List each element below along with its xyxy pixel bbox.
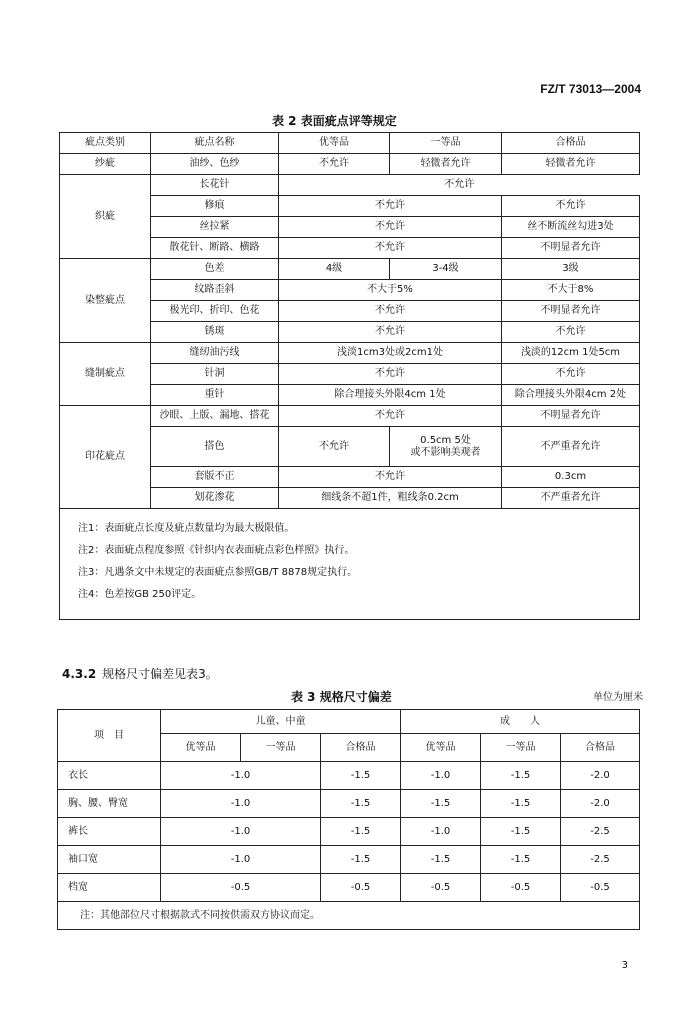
header-cell: 疵点名称 [151,133,279,154]
grade-cell: 4级 [279,259,390,280]
grade-cell: 不允许 [279,301,502,322]
value-cell: -0.5 [401,874,481,902]
grade-cell: 轻微者允许 [502,154,640,175]
header-cell: 合格品 [502,133,640,154]
grade-cell: 不大于8% [502,280,640,301]
grade-cell: 丝不断流丝勾进3处 [502,217,640,238]
value-cell: -1.5 [481,846,561,874]
merged-grade: 不允许 [444,179,475,190]
grade-line: 0.5cm 5处 [420,434,471,446]
value-cell: -2.0 [561,790,640,818]
grade-cell: 不明显者允许 [502,406,640,427]
table3-unit: 单位为厘米 [593,692,643,703]
value-cell: -0.5 [321,874,401,902]
grade-cell: 不大于5% [279,280,502,301]
table-row [60,175,640,196]
grade-cell: 不允许 [279,154,390,175]
value-cell: -1.0 [401,818,481,846]
category-cell: 印花疵点 [60,406,151,509]
defect-name-cell: 锈斑 [151,322,279,343]
value-cell: -1.0 [161,790,321,818]
section-number: 4.3.2 [62,667,97,681]
table3 [57,709,640,930]
grade-cell: 不明显者允许 [502,301,640,322]
table-row [58,846,640,874]
note-line: 注1：表面疵点长度及疵点数量均为最大极限值。 [78,523,295,534]
defect-name-cell: 套版不正 [151,467,279,488]
value-cell: -2.5 [561,818,640,846]
grade-cell: 浅淡1cm3处或2cm1处 [279,343,502,364]
grade-cell: 不允许 [502,322,640,343]
value-cell: -1.5 [481,790,561,818]
table2-header-row [60,133,640,154]
subheader-cell: 合格品 [561,734,640,762]
group-header-child: 儿童、中童 [161,710,401,734]
grade-line: 或不影响美观者 [410,446,481,458]
grade-cell: 不允许 [279,364,502,385]
defect-name-cell: 重针 [151,385,279,406]
note-line: 注2：表面疵点程度参照《针织内衣表面疵点彩色样照》执行。 [78,545,355,556]
grade-cell: 细线条不超1件，粗线条0.2cm [279,488,502,509]
grade-cell: 不严重者允许 [502,427,640,467]
defect-name-cell: 搭色 [151,427,279,467]
grade-cell: 轻微者允许 [390,154,502,175]
item-cell: 衣长 [58,762,161,790]
table3-caption: 表 3 规格尺寸偏差 [291,690,392,704]
item-cell: 档宽 [58,874,161,902]
table3-note: 注：其他部位尺寸根据款式不同按供需双方协议而定。 [58,902,640,930]
item-header: 项 目 [58,710,161,762]
defect-name-cell: 长花针 [151,175,279,196]
grade-cell: 不明显者允许 [502,238,640,259]
defect-name-cell: 油纱、色纱 [151,154,279,175]
value-cell: -2.5 [561,846,640,874]
defect-name-cell: 极光印、折印、色花 [151,301,279,322]
item-cell: 袖口宽 [58,846,161,874]
defect-name-cell: 散花针、断路、横路 [151,238,279,259]
table2 [59,132,640,620]
value-cell: -1.5 [321,790,401,818]
grade-cell: 0.3cm [502,467,640,488]
defect-name-cell: 针洞 [151,364,279,385]
table-row [60,259,640,280]
value-cell: -0.5 [481,874,561,902]
subheader-cell: 优等品 [401,734,481,762]
value-cell: -1.5 [321,818,401,846]
grade-cell: 不允许 [279,238,502,259]
grade-cell: 不允许 [279,427,390,467]
category-cell: 染整疵点 [60,259,151,343]
header-cell: 优等品 [279,133,390,154]
grade-cell: 3-4级 [390,259,502,280]
table-row [60,154,640,175]
value-cell: -1.5 [321,846,401,874]
table-row [58,874,640,902]
header-cell: 疵点类别 [60,133,151,154]
value-cell: -1.5 [481,762,561,790]
subheader-cell: 一等品 [241,734,321,762]
table2-caption: 表 2 表面疵点评等规定 [272,114,397,128]
item-cell: 胸、腰、臀宽 [58,790,161,818]
group-header-adult: 成 人 [401,710,640,734]
grade-cell: 除合理接头外限4cm 2处 [502,385,640,406]
value-cell: -1.5 [321,762,401,790]
table-row [58,790,640,818]
grade-cell: 不允许 [279,406,502,427]
table-row [58,762,640,790]
defect-name-cell: 修痕 [151,196,279,217]
defect-name-cell: 划花渗花 [151,488,279,509]
grade-cell: 不允许 [279,467,502,488]
header-cell: 一等品 [390,133,502,154]
defect-name-cell: 色差 [151,259,279,280]
grade-cell: 不允许 [502,364,640,385]
grade-cell: 不允许 [279,196,502,217]
category-cell: 纱疵 [60,154,151,175]
value-cell: -0.5 [161,874,321,902]
page-number: 3 [621,960,628,971]
grade-cell: 不允许 [279,217,502,238]
defect-name-cell: 缝纫油污线 [151,343,279,364]
note-line: 注3：凡遇条文中未规定的表面疵点参照GB/T 8878规定执行。 [78,567,358,578]
section-4-3-2 [62,665,218,682]
value-cell: -1.0 [161,762,321,790]
standard-code: FZ/T 73013—2004 [540,82,641,96]
defect-name-cell: 沙眼、上版、漏地、搭花 [151,406,279,427]
defect-name-cell: 丝拉紧 [151,217,279,238]
grade-cell [279,175,640,196]
value-cell: -1.0 [161,846,321,874]
table3-group-row [58,710,640,734]
value-cell: -0.5 [561,874,640,902]
defect-name-cell: 纹路歪斜 [151,280,279,301]
grade-cell: 不严重者允许 [502,488,640,509]
subheader-cell: 合格品 [321,734,401,762]
table2-notes-row [60,509,640,620]
grade-cell [390,427,502,467]
value-cell: -2.0 [561,762,640,790]
grade-cell: 浅淡的12cm 1处5cm [502,343,640,364]
grade-cell: 不允许 [279,322,502,343]
grade-cell: 除合理接头外限4cm 1处 [279,385,502,406]
table-row [60,406,640,427]
section-text: 规格尺寸偏差见表3。 [102,667,218,681]
table2-notes [60,509,640,620]
grade-cell: 不允许 [502,196,640,217]
value-cell: -1.0 [401,762,481,790]
table-row [58,818,640,846]
value-cell: -1.0 [161,818,321,846]
note-line: 注4：色差按GB 250评定。 [78,589,202,600]
item-cell: 裤长 [58,818,161,846]
value-cell: -1.5 [481,818,561,846]
value-cell: -1.5 [401,790,481,818]
table-row [60,343,640,364]
subheader-cell: 优等品 [161,734,241,762]
value-cell: -1.5 [401,846,481,874]
grade-cell: 3级 [502,259,640,280]
category-cell: 缝制疵点 [60,343,151,406]
subheader-cell: 一等品 [481,734,561,762]
category-cell: 织疵 [60,175,151,259]
table3-note-row [58,902,640,930]
